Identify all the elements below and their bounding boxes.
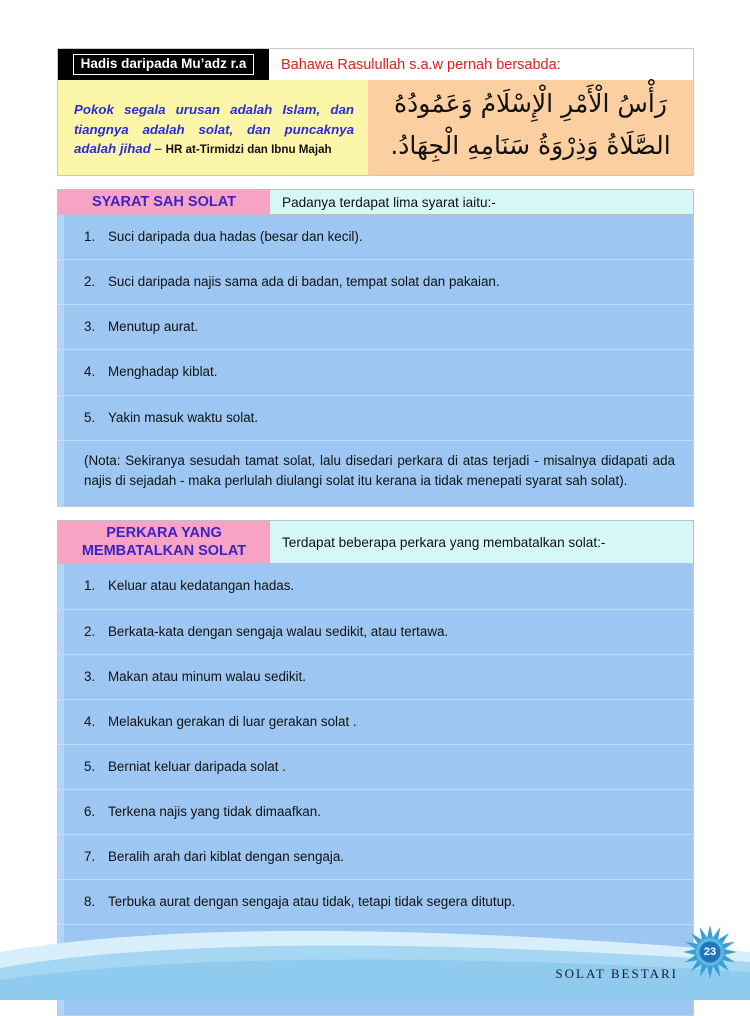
list-item (58, 789, 693, 834)
list-item-number: 8. (84, 894, 96, 910)
list-item (58, 304, 693, 349)
list-item (58, 834, 693, 879)
hadith-header-band (57, 48, 694, 80)
page-number-text: 23 (703, 946, 717, 958)
section-intro-perkara-membatalkan-solat: Terdapat beberapa perkara yang membatalkan solat:- (282, 534, 606, 550)
section-header (57, 520, 694, 564)
list-item-text: Terkena najis yang tidak dimaafkan. (108, 804, 321, 819)
list-item-text: Menutup aurat. (108, 319, 199, 335)
hadith-arabic-text: رَأْسُ الْأَمْرِ الْإِسْلَامُ وَعَمُودُهُ الصَّلَاةُ وَذِرْوَةُ سَنَامِهِ الْجِهَادُ. (390, 89, 671, 160)
list-item-number: 3. (84, 668, 96, 684)
list-item (58, 744, 693, 789)
section-note-syarat-sah-solat: (Nota: Sekiranya sesudah tamat solat, lalu disedari perkara di atas terjadi - misalnya didapati ada najis di sejadah - maka perlulah diulangi solat itu kerana ia tidak menepati syarat sah solat). (58, 440, 693, 507)
section-label-syarat-sah-solat: SYARAT SAH SOLAT (58, 190, 270, 214)
hadith-translation-panel (58, 80, 368, 175)
list-item-text: Yakin masuk waktu solat. (108, 409, 259, 425)
list-item-text: Berniat keluar daripada solat . (108, 758, 286, 774)
list-item (58, 609, 693, 654)
list-item-number: 2. (84, 623, 96, 639)
list-item (58, 879, 693, 924)
list-item-text: Suci daripada dua hadas (besar dan kecil). (108, 229, 363, 245)
section-intro-syarat-sah-solat: Padanya terdapat lima syarat iaitu:- (282, 194, 496, 210)
list-item (58, 699, 693, 744)
list-item (58, 395, 693, 440)
list-item-number: 4. (84, 364, 96, 380)
hadith-translation-text: Pokok segala urusan adalah Islam, dan tiangnya adalah solat, dan puncaknya adalah jihad – (74, 102, 354, 156)
book-title-footer: SOLAT BESTARI (555, 966, 678, 981)
list-item (58, 349, 693, 394)
list-item-text: Makan atau minum walau sedikit. (108, 668, 306, 684)
section-header (57, 189, 694, 215)
content-column (57, 48, 694, 1016)
list-item-number: 4. (84, 713, 96, 729)
hadith-title-box (58, 49, 269, 80)
list-item-text: Berkata-kata dengan sengaja walau sedikit, atau tertawa. (108, 623, 449, 639)
hadith-intro-text: Bahawa Rasulullah s.a.w pernah bersabda: (281, 56, 561, 73)
list-item (58, 654, 693, 699)
list-item-number: 1. (84, 229, 96, 245)
list-item-number: 3. (84, 319, 96, 335)
section-list-syarat-sah-solat (57, 215, 694, 507)
section-syarat-sah-solat (57, 189, 694, 507)
hadith-translation-paragraph (74, 100, 354, 158)
list-item-number: 2. (84, 274, 96, 290)
hadith-arabic-panel (368, 80, 693, 175)
list-item-number: 6. (84, 804, 96, 819)
list-item (58, 259, 693, 304)
list-item (58, 215, 693, 259)
list-item-number: 5. (84, 758, 96, 774)
list-item-text: Melakukan gerakan di luar gerakan solat . (108, 713, 357, 729)
list-item-text: Terbuka aurat dengan sengaja atau tidak, tetapi tidak segera ditutup. (108, 894, 516, 910)
list-item-text: Menghadap kiblat. (108, 364, 218, 380)
list-item-text: Suci daripada najis sama ada di badan, tempat solat dan pakaian. (108, 274, 500, 290)
hadith-title: Hadis daripada Mu’adz r.a (73, 54, 255, 75)
list-item-number: 7. (84, 849, 96, 865)
hadith-body (57, 80, 694, 176)
section-label-perkara-membatalkan-solat: PERKARA YANG MEMBATALKAN SOLAT (58, 521, 270, 563)
list-item-text: Keluar atau kedatangan hadas. (108, 578, 295, 594)
list-item (58, 564, 693, 608)
page-number-badge (682, 924, 738, 980)
list-item-number: 5. (84, 409, 96, 425)
page-footer (0, 922, 750, 1000)
list-item-number: 1. (84, 578, 96, 594)
list-item-text: Beralih arah dari kiblat dengan sengaja. (108, 849, 344, 865)
hadith-source: HR at-Tirmidzi dan Ibnu Majah (165, 142, 332, 156)
footer-wave-graphic (0, 922, 750, 1000)
